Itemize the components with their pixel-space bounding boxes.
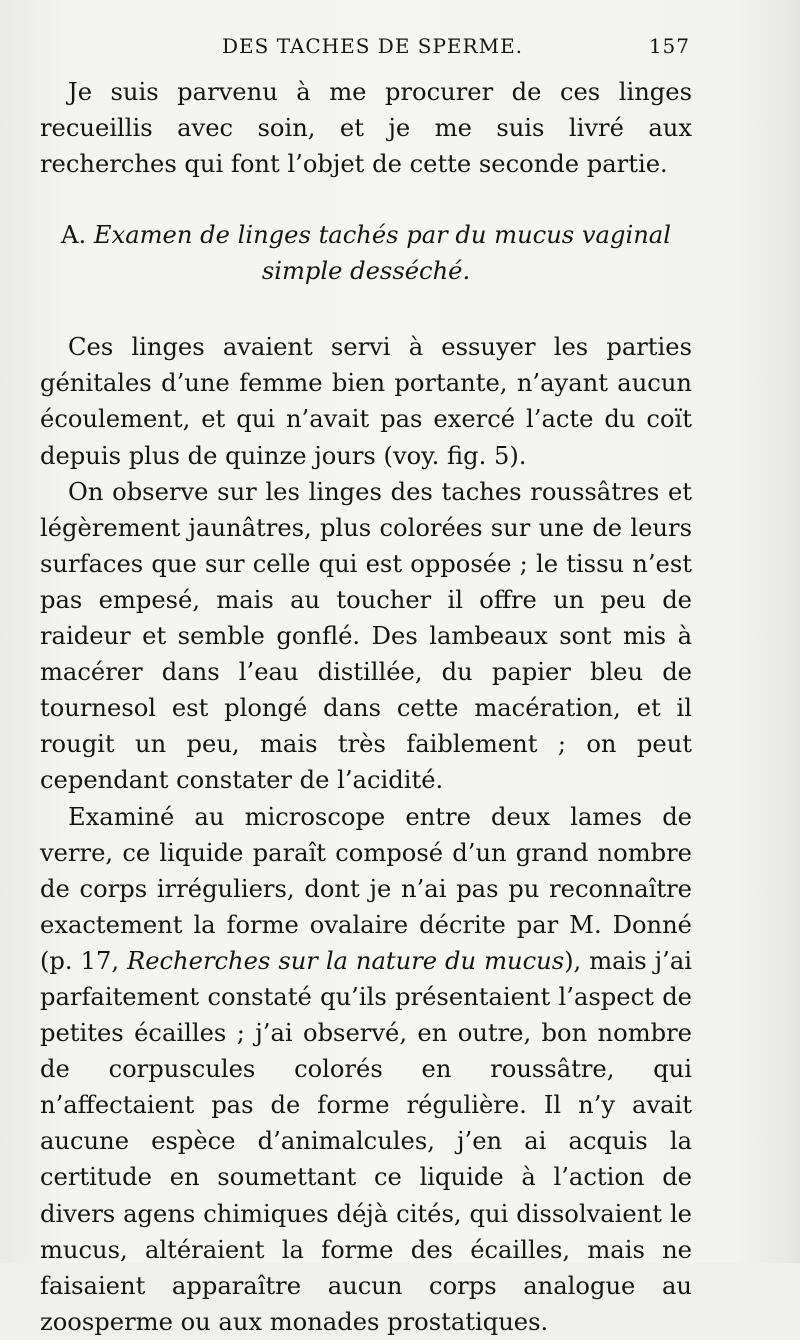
page-header [40,34,690,64]
paragraph-linen-description: Ces linges avaient servi à essuyer les parties génitales d’une femme bien portante, n’ayant aucun écoulement, et qui n’avait pas exercé l’acte du coït depuis plus de quinze jours (voy. fig. 5). [40,333,692,470]
main-text [40,74,692,1340]
microscope-text-end: ), mais j’ai parfaitement constaté qu’ils présentaient l’aspect de petites écailles ; j’ai observé, en outre, bon nombre de corpuscules colorés en roussâtre, qui n’affectaient pas de forme régulière. Il n’y avait aucune espèce d’animalcules, j’en ai acquis la certitude en soumettant ce liquide à l’action de divers agens chimiques déjà cités, qui dissolvaient le mucus, altéraient la forme des écailles, mais ne faisaient apparaître aucun corps analogue au zoosperme ou aux monades prostatiques. [40,946,693,1336]
paragraph-observation: On observe sur les linges des taches roussâtres et légèrement jaunâtres, plus colorées sur une de leurs surfaces que sur celle qui est opposée ; le tissu n’est pas empesé, mais au toucher il offre un peu de raideur et semble gonflé. Des lambeaux sont mis à macérer dans l’eau distillée, du papier bleu de tournesol est plongé dans cette macération, et il rougit un peu, mais très faiblement ; on peut cependant constater de l’acidité. [40,477,692,795]
section-heading [40,217,692,289]
running-head: DES TACHES DE SPERME. [222,34,524,58]
paragraph-intro: Je suis parvenu à me procurer de ces linges recueillis avec soin, et je me suis livré aux recherches qui font l’objet de cette seconde partie. [40,78,692,179]
microscope-text-start: Examiné au microscope entre deux lames de verre, ce liquide paraît composé d’un grand nombre de corps irréguliers, dont je n’ai pas pu reconnaître exactement la forme ovalaire décrite par M. Donné (p. 17, [40,802,692,975]
section-title: Examen de linges tachés par du mucus vaginal simple desséché. [93,221,671,286]
paragraph-microscope [40,799,692,1340]
section-letter: A. [61,221,87,250]
reference-title: Recherches sur la nature du mucus [126,946,565,975]
page-number: 157 [648,34,690,58]
